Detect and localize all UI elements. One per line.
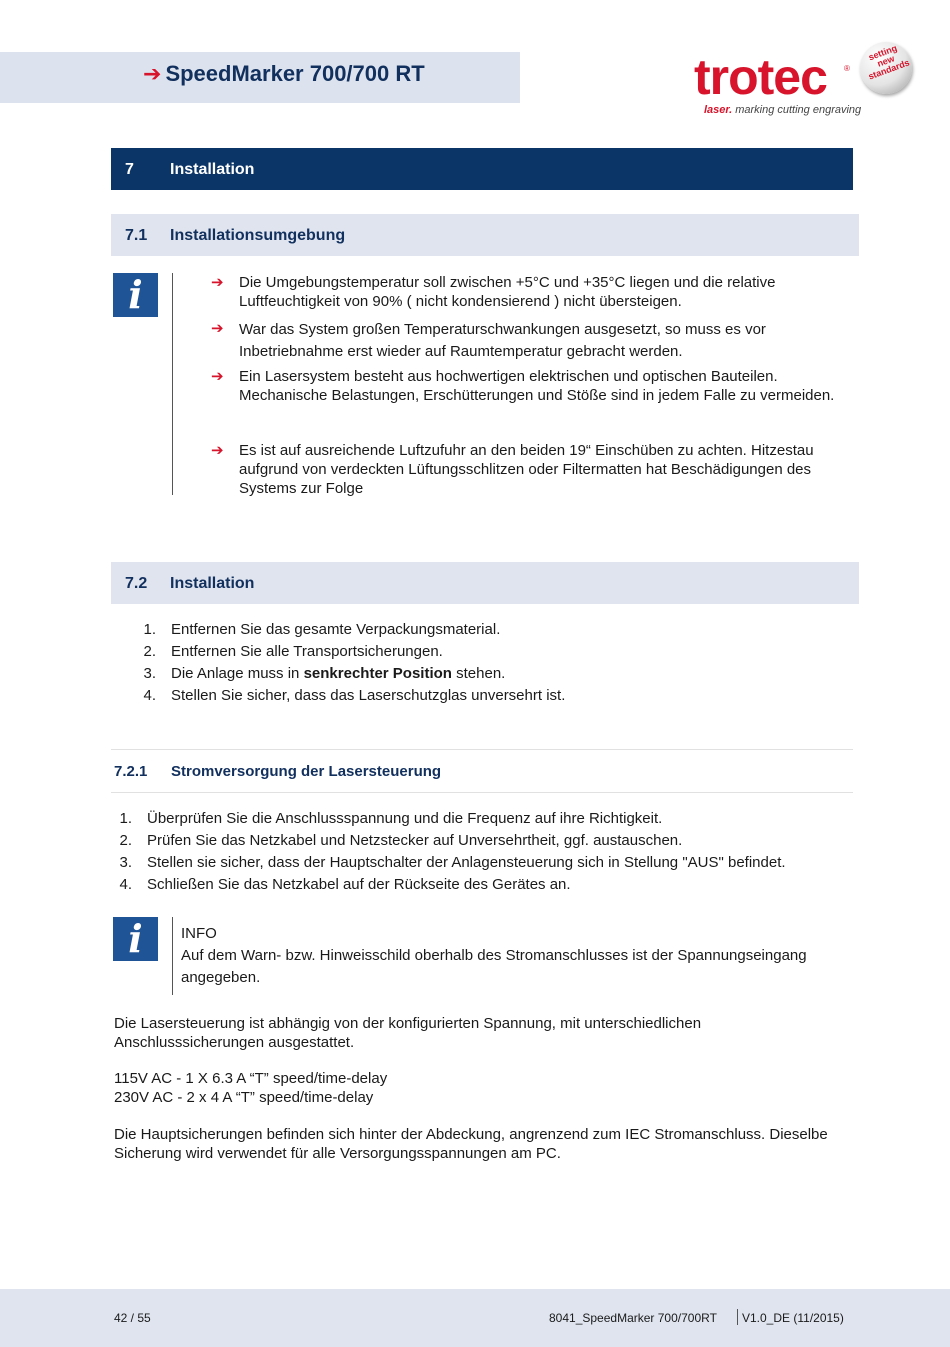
bullet-text: Es ist auf ausreichende Luftzufuhr an den beiden 19“ Einschüben zu achten. Hitzestau aufgrund von verdeckten Lüftungsschlitzen oder Filtermatten hat Beschädigungen des Systems zur Folge: [239, 442, 814, 497]
arrow-right-icon: ➔: [211, 368, 224, 385]
info-divider: [172, 917, 173, 995]
info-text: Auf dem Warn- bzw. Hinweisschild oberhalb des Stromanschlusses ist der Spannungseingang angegeben.: [181, 947, 807, 986]
step-text-part: stehen.: [451, 665, 506, 682]
step-number: 2.: [119, 832, 132, 849]
section-number: 7.2: [125, 575, 148, 592]
step-text: Prüfen Sie das Netzkabel und Netzstecker auf Unversehrtheit, ggf. austauschen.: [147, 832, 683, 849]
document-title-text: SpeedMarker 700/700 RT: [165, 61, 425, 86]
bullet-text: Ein Lasersystem besteht aus hochwertigen elektrischen und optischen Bauteilen. Mechanische Belastungen, Erschütterungen und Stöße sind in jedem Falle zu vermeiden.: [239, 368, 835, 404]
step-text: Schließen Sie das Netzkabel auf der Rückseite des Gerätes an.: [147, 876, 571, 893]
step-text: Stellen Sie sicher, dass das Laserschutzglas unversehrt ist.: [171, 687, 566, 704]
fuse-spec-115v: 115V AC - 1 X 6.3 A “T” speed/time-delay: [114, 1070, 388, 1087]
arrow-right-icon: ➔: [211, 320, 224, 337]
section-heading-7-2: [111, 562, 859, 604]
step-number: 1.: [119, 810, 132, 827]
arrow-right-icon: ➔: [211, 274, 224, 291]
paragraph: Die Hauptsicherungen befinden sich hinter der Abdeckung, angrenzend zum IEC Stromanschluss. Dieselbe Sicherung wird verwendet für alle Versorgungsspannungen am PC.: [114, 1126, 828, 1162]
info-icon: i: [113, 273, 158, 317]
step-text-part: Die Anlage muss in: [171, 665, 304, 682]
info-note: [181, 923, 821, 989]
section-title: Installation: [170, 161, 255, 178]
trotec-logo: [694, 40, 919, 120]
section-number: 7.1: [125, 227, 148, 244]
info-label: INFO: [181, 925, 217, 942]
step-number: 3.: [143, 665, 156, 682]
paragraph: Die Lasersteuerung ist abhängig von der konfigurierten Spannung, mit unterschiedlichen Anschlusssicherungen ausgestattet.: [114, 1015, 702, 1051]
info-divider: [172, 273, 173, 495]
badge-text: setting new standards: [866, 42, 911, 82]
page-number: 42 / 55: [114, 1311, 151, 1325]
section-heading-7: [111, 148, 853, 190]
document-title: [143, 61, 425, 87]
divider: [111, 749, 853, 750]
section-title: Installation: [170, 575, 255, 592]
step-text: Überprüfen Sie die Anschlussspannung und die Frequenz auf ihre Richtigkeit.: [147, 810, 663, 827]
section-number: 7: [125, 161, 134, 178]
divider: [111, 792, 853, 793]
fuse-spec-230v: 230V AC - 2 x 4 A “T” speed/time-delay: [114, 1089, 374, 1106]
section-heading-7-1: [111, 214, 859, 256]
logo-wordmark: trotec: [694, 49, 827, 105]
setting-new-standards-badge: [860, 42, 912, 94]
logo-tagline-rest: marking cutting engraving: [732, 104, 862, 116]
document-id: 8041_SpeedMarker 700/700RT: [549, 1311, 717, 1325]
step-number: 3.: [119, 854, 132, 871]
logo-tagline: [704, 104, 861, 116]
footer-separator: [737, 1309, 738, 1325]
section-title: Stromversorgung der Lasersteuerung: [171, 763, 442, 780]
step-text: Stellen sie sicher, dass der Hauptschalter der Anlagensteuerung sich in Stellung "AUS" befindet.: [147, 854, 786, 871]
logo-tagline-brand: laser.: [704, 104, 733, 116]
section-title: Installationsumgebung: [170, 227, 346, 244]
bullet-text: War das System großen Temperaturschwankungen ausgesetzt, so muss es vor Inbetriebnahme erst wieder auf Raumtemperatur gebracht werden.: [239, 321, 766, 360]
bullet-text: Die Umgebungstemperatur soll zwischen +5°C und +35°C liegen und die relative Luftfeuchtigkeit von 90% ( nicht kondensierend ) nicht übersteigen.: [239, 274, 776, 310]
arrow-right-icon: ➔: [143, 61, 162, 86]
info-icon: i: [113, 917, 158, 961]
step-text-bold: senkrechter Position: [303, 665, 452, 682]
step-number: 4.: [143, 687, 156, 704]
step-text: Entfernen Sie das gesamte Verpackungsmaterial.: [171, 621, 501, 638]
logo-registered: ®: [844, 64, 850, 73]
step-number: 4.: [119, 876, 132, 893]
section-number: 7.2.1: [114, 763, 148, 780]
step-text: [171, 663, 505, 685]
arrow-right-icon: ➔: [211, 442, 224, 459]
document-version: V1.0_DE (11/2015): [742, 1311, 844, 1325]
step-number: 1.: [143, 621, 156, 638]
step-number: 2.: [143, 643, 156, 660]
step-text: Entfernen Sie alle Transportsicherungen.: [171, 643, 443, 660]
